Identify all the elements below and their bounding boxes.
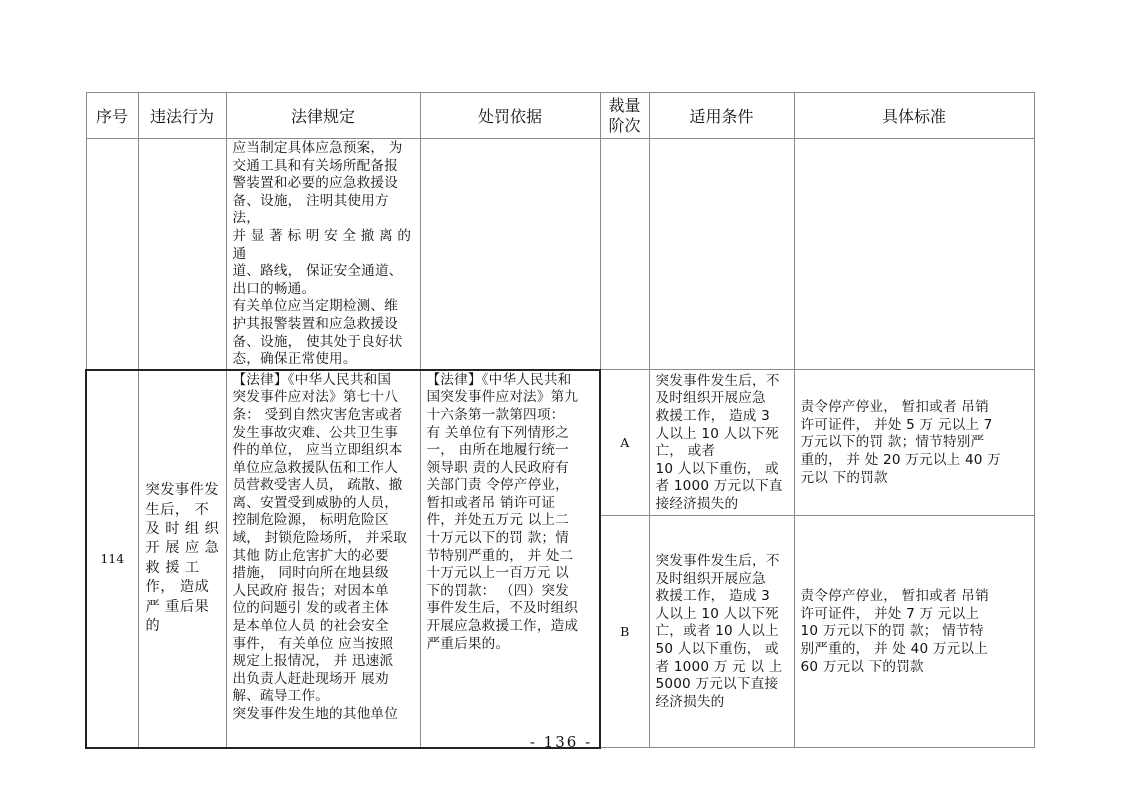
entry-basis-cell xyxy=(420,370,600,748)
header-violation: 违法行为 xyxy=(138,93,226,139)
entry-law-text: 【法律】《中华人民共和国 突发事件应对法》第七十八 条： 受到自然灾害危害或者 发生事故灾难、公共卫生事 件的单位， 应当立即组织本 单位应急救援队伍和工作人 员营救受害人员， 疏散、撤 离、安置受到威胁的人员， 控制危险源， 标明危险区 域， 封锁危险场所， 并采取 其他 防止危害扩大的必要 措施， 同时向所在地县级 人民政府 报告；对因本单 位的问题引 发的或者主体 是本单位人员 的社会安全 事件， 有关单位 应当按照 规定上报情况， 并 迅速派 出负责人赶赴现场开 展劝 解、疏导工作。 突发事件发生地的其他单位 xyxy=(232,371,408,722)
level-a-cell: A xyxy=(600,370,649,516)
continued-law-text: 应当制定具体应急预案， 为 交通工具和有关场所配备报 警装置和必要的应急救援设 备、设施， 注明其使用方法， 并 显 著 标 明 安 全 撤 离 的 通 道、路线， 保证安全通道、 出口的畅通。 有关单位应当定期检测、维 护其报警装置和应急救援设 备、设施， 使其处于良好状 态，确保正常使用。 xyxy=(232,140,412,368)
continued-violation-cell xyxy=(138,139,226,370)
header-seq: 序号 xyxy=(86,93,138,139)
entry-basis-text: 【法律】《中华人民共和 国突发事件应对法》第九 十六条第一款第四项： 有 关单位有下列情形之 一， 由所在地履行统一 领导职 责的人民政府有 关部门责 令停产停业， 暂扣或者吊 销许可证 件，并处五万元 以上二 十万元以下的罚 款；情 节特别严重的， 并 处二 十万元以上一百万元 以 下的罚款： （四）突发 事件发生后，不及时组织 开展应急救援工作，造成 严重后果的。 xyxy=(426,371,579,652)
header-law: 法律规定 xyxy=(226,93,420,139)
level-b-standard-cell xyxy=(794,516,1034,748)
penalty-standards-table xyxy=(85,92,1035,749)
entry-seq: 114 xyxy=(86,370,138,748)
entry-law-cell xyxy=(226,370,420,748)
continued-basis-cell xyxy=(420,139,600,370)
table-header-row xyxy=(86,93,1034,139)
continued-seq-cell xyxy=(86,139,138,370)
table-row-114-a xyxy=(86,370,1034,516)
level-a-standard: 责令停产停业， 暂扣或者 吊销 许可证件， 并处 5 万 元以上 7 万元以下的罚 款；情节特别严 重的， 并 处 20 万元以上 40 万 元以 下的罚款 xyxy=(800,399,1001,486)
continued-law-cell xyxy=(226,139,420,370)
level-a-condition-cell xyxy=(649,370,794,516)
level-b-standard: 责令停产停业， 暂扣或者 吊销 许可证件， 并处 7 万 元以上 10 万元以下的罚 款； 情节特 别严重的， 并 处 40 万元以上 60 万元以 下的罚款 xyxy=(800,588,989,675)
level-b-condition: 突发事件发生后，不 及时组织开展应急 救援工作， 造成 3 人以上 10 人以下死 亡，或者 10 人以上 50 人以下重伤， 或 者 1000 万 元 以 上 5000 万元以下直接 经济损失的 xyxy=(655,553,783,710)
level-a-standard-cell xyxy=(794,370,1034,516)
entry-violation-cell xyxy=(138,370,226,748)
header-condition: 适用条件 xyxy=(649,93,794,139)
table-row-continued xyxy=(86,139,1034,370)
header-level: 裁量 阶次 xyxy=(600,93,649,139)
continued-condition-cell xyxy=(649,139,794,370)
level-b-cell: B xyxy=(600,516,649,748)
level-b-condition-cell xyxy=(649,516,794,748)
continued-level-cell xyxy=(600,139,649,370)
continued-standard-cell xyxy=(794,139,1034,370)
level-a-condition: 突发事件发生后，不 及时组织开展应急 救援工作， 造成 3 人以上 10 人以下死 亡， 或者 10 人以下重伤， 或 者 1000 万元以下直 接经济损失的 xyxy=(655,372,783,512)
header-standard: 具体标准 xyxy=(794,93,1034,139)
entry-violation-text: 突发事件发 生后， 不 及 时 组 织 开 展 应 急 救 援 工 作， 造成 严 重后果 的 xyxy=(145,482,220,634)
header-basis: 处罚依据 xyxy=(420,93,600,139)
page-number: - 136 - xyxy=(529,733,593,751)
